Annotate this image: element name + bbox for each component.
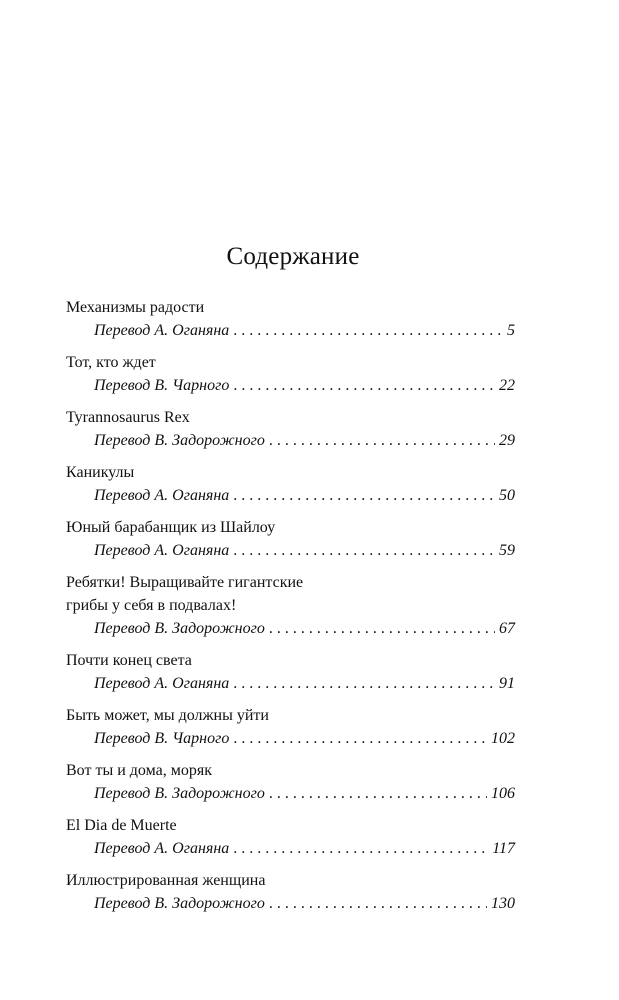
dot-leader [233, 539, 495, 562]
translator-credit: Перевод А. Оганяна [94, 322, 230, 339]
entry-title: Тот, кто ждет [66, 354, 156, 371]
entry-translator-line [66, 617, 515, 640]
dot-leader [233, 672, 495, 695]
entry-title: Быть может, мы должны уйти [66, 707, 269, 724]
toc-entry [66, 649, 515, 695]
entry-translator-line [66, 782, 515, 805]
translator-credit: Перевод В. Задорожного [94, 432, 265, 449]
page-number: 106 [491, 785, 515, 802]
page-number: 117 [492, 840, 515, 857]
toc-entry [66, 296, 515, 342]
entry-title: Вот ты и дома, моряк [66, 762, 212, 779]
page-number: 50 [499, 487, 515, 504]
toc-entry [66, 869, 515, 915]
dot-leader [233, 374, 495, 397]
entry-title: Механизмы радости [66, 299, 205, 316]
entry-title: Tyrannosaurus Rex [66, 409, 190, 426]
entry-translator-line [66, 429, 515, 452]
translator-credit: Перевод В. Задорожного [94, 895, 265, 912]
toc-entry [66, 814, 515, 860]
dot-leader [269, 892, 487, 915]
entry-translator-line [66, 837, 515, 860]
translator-credit: Перевод А. Оганяна [94, 542, 230, 559]
dot-leader [233, 837, 488, 860]
translator-credit: Перевод А. Оганяна [94, 487, 230, 504]
page-number: 91 [499, 675, 515, 692]
entry-translator-line [66, 727, 515, 750]
toc-entry [66, 571, 515, 640]
translator-credit: Перевод В. Задорожного [94, 785, 265, 802]
page-number: 102 [491, 730, 515, 747]
entry-title: Юный барабанщик из Шайлоу [66, 519, 276, 536]
dot-leader [233, 484, 495, 507]
entry-title: Ребятки! Выращивайте гигантские [66, 574, 304, 591]
translator-credit: Перевод В. Чарного [94, 730, 230, 747]
page-number: 5 [507, 322, 515, 339]
page-number: 67 [499, 620, 515, 637]
toc-title: Содержание [226, 243, 360, 270]
entry-title-continued: грибы у себя в подвалах! [66, 597, 237, 614]
toc-entry [66, 759, 515, 805]
entry-translator-line [66, 672, 515, 695]
entry-title: Иллюстрированная женщина [66, 872, 266, 889]
page-number: 130 [491, 895, 515, 912]
translator-credit: Перевод А. Оганяна [94, 675, 230, 692]
translator-credit: Перевод А. Оганяна [94, 840, 230, 857]
toc-entry [66, 704, 515, 750]
entry-translator-line [66, 484, 515, 507]
entry-translator-line [66, 539, 515, 562]
entry-translator-line [66, 892, 515, 915]
entry-translator-line [66, 319, 515, 342]
dot-leader [269, 429, 495, 452]
translator-credit: Перевод В. Чарного [94, 377, 230, 394]
page-number: 59 [499, 542, 515, 559]
toc-entry [66, 351, 515, 397]
entry-title: El Dia de Muerte [66, 817, 177, 834]
toc-entry [66, 461, 515, 507]
dot-leader [269, 617, 495, 640]
dot-leader [269, 782, 487, 805]
toc-entry [66, 516, 515, 562]
dot-leader [233, 727, 487, 750]
entry-title: Каникулы [66, 464, 135, 481]
page-number: 22 [499, 377, 515, 394]
toc-entry [66, 406, 515, 452]
entry-translator-line [66, 374, 515, 397]
page-number: 29 [499, 432, 515, 449]
dot-leader [233, 319, 503, 342]
entry-title: Почти конец света [66, 652, 192, 669]
table-of-contents [66, 296, 515, 915]
translator-credit: Перевод В. Задорожного [94, 620, 265, 637]
